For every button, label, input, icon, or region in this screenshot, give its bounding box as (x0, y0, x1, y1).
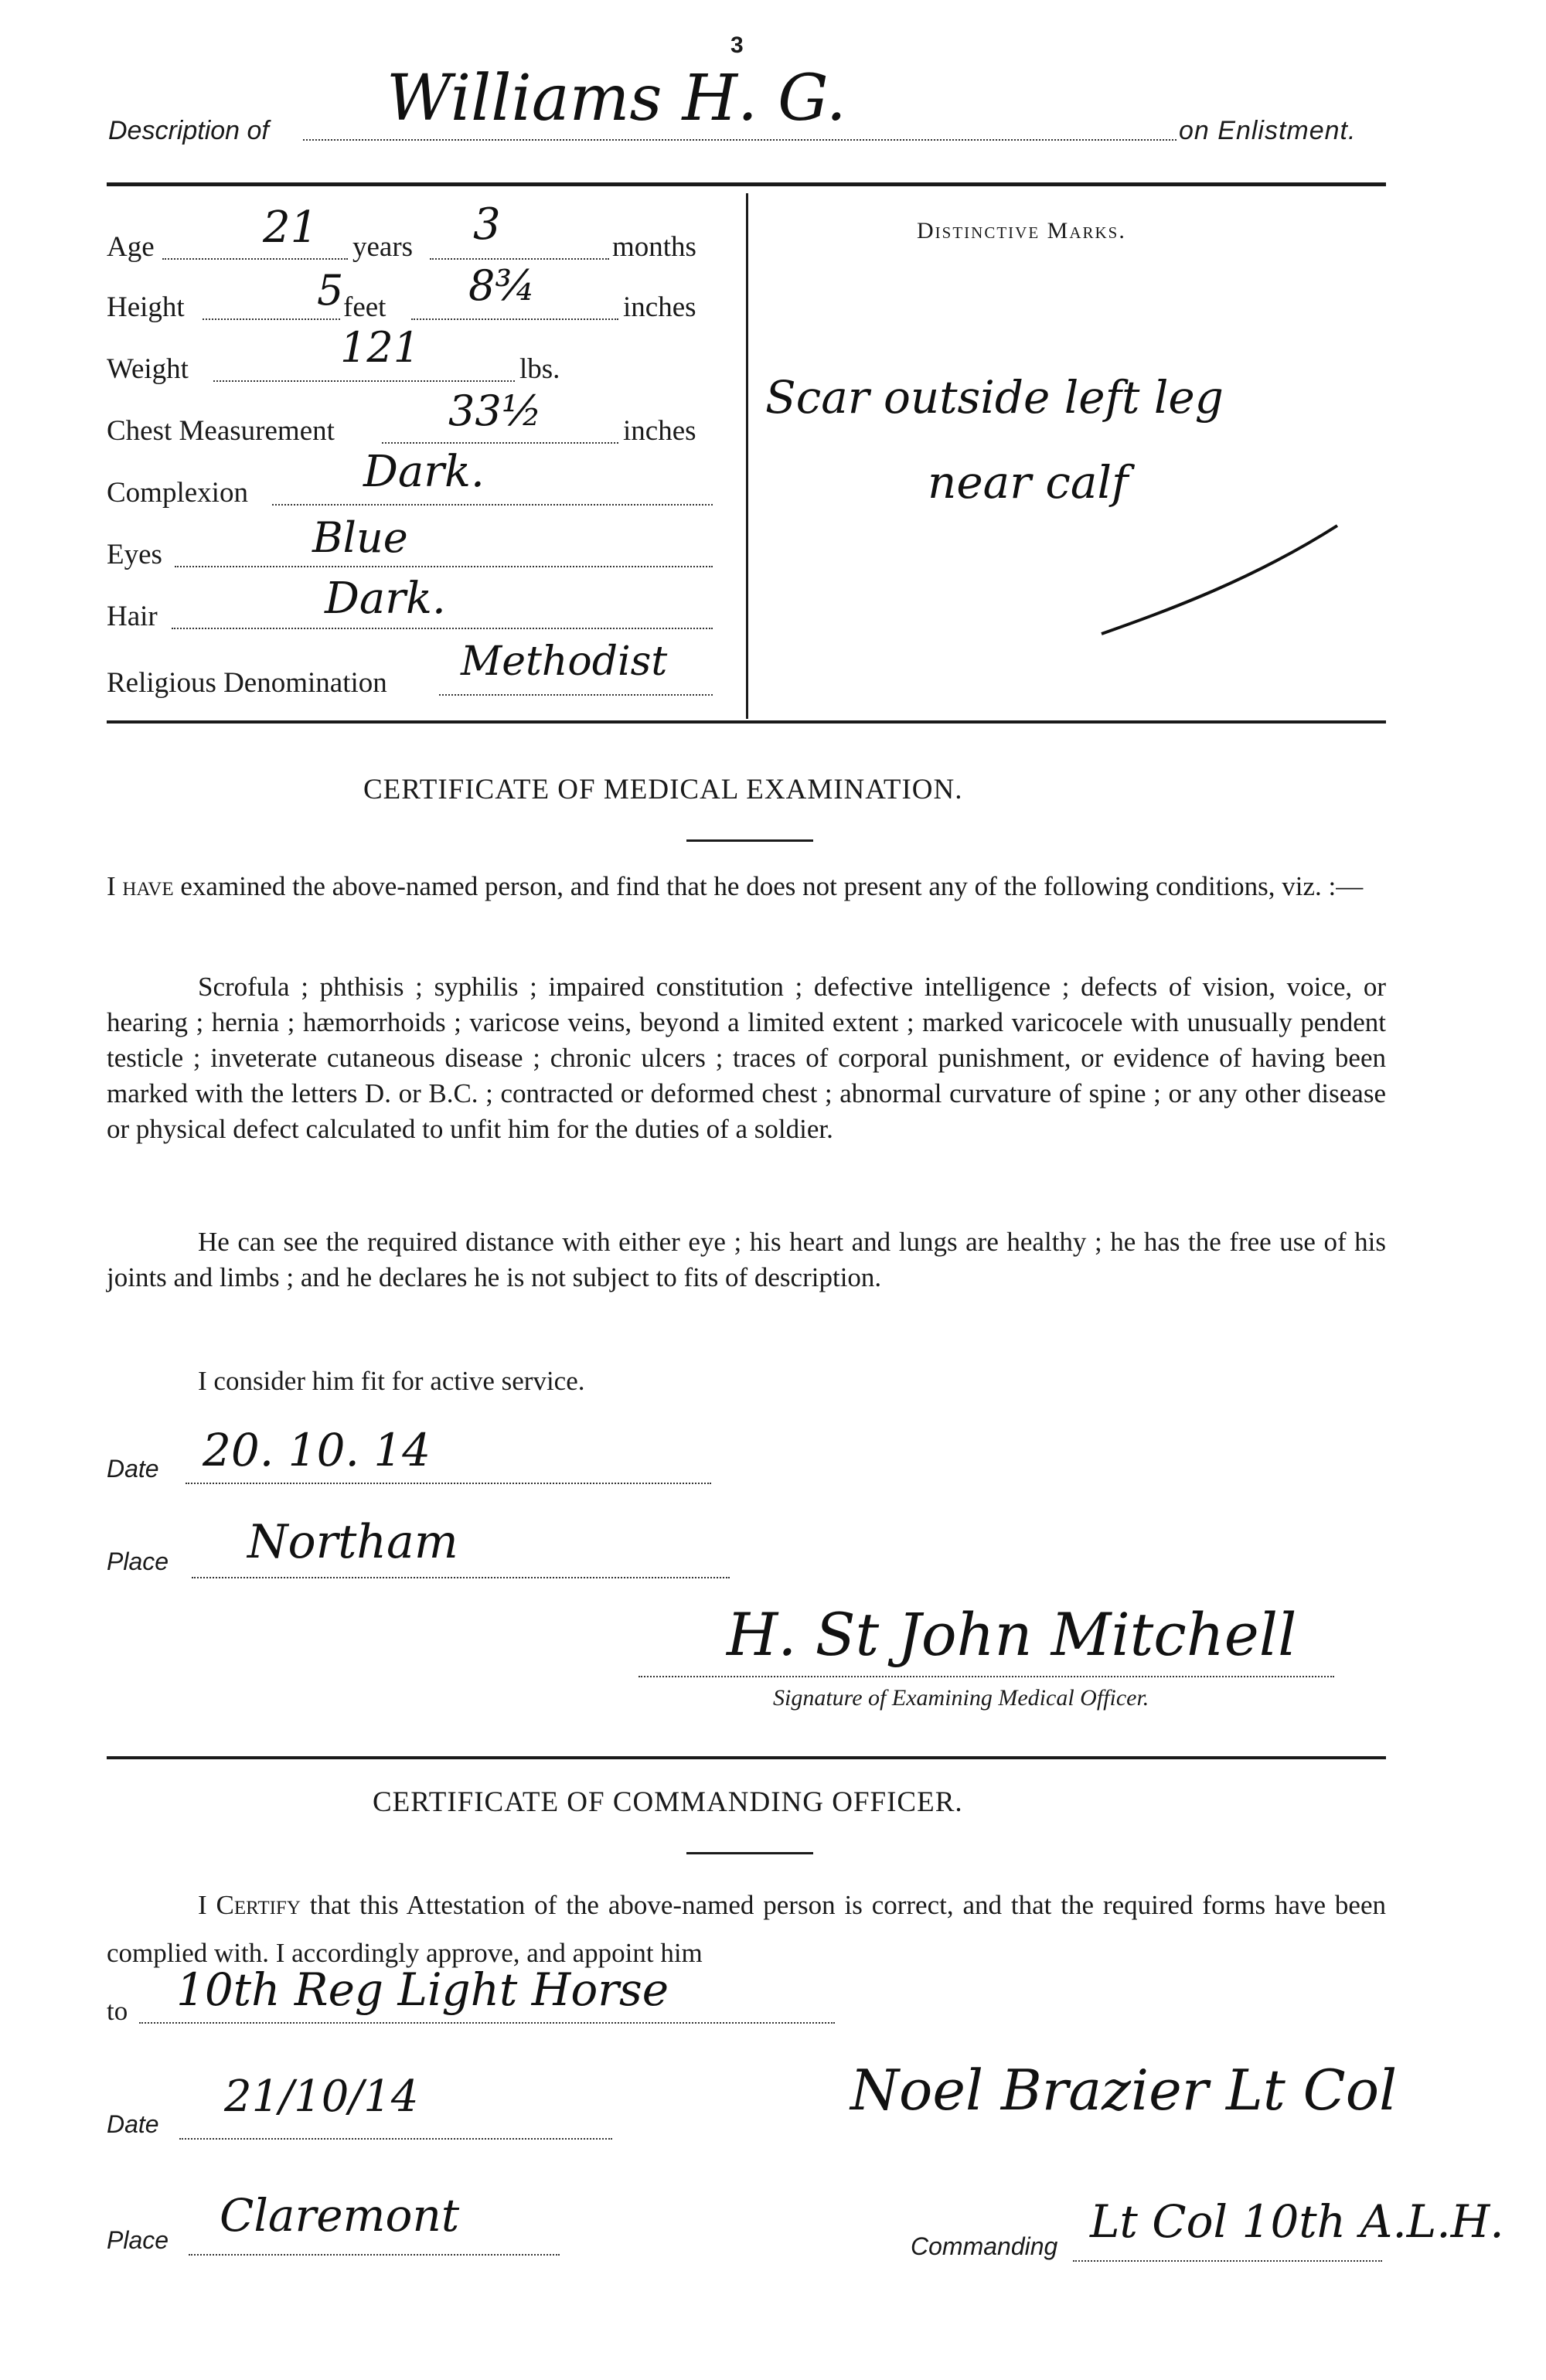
chest-inches-label: inches (623, 415, 696, 447)
commanding-value-line (1073, 2260, 1382, 2262)
religion-label: Religious Denomination (107, 667, 387, 699)
medical-para1 (107, 869, 1386, 904)
hair-value: Dark. (325, 574, 446, 624)
medical-signature: H. St John Mitchell (727, 1600, 1297, 1669)
description-label: Description of (108, 116, 269, 145)
commanding-place-line (189, 2254, 560, 2256)
medical-para3: He can see the required distance with either eye ; his heart and lungs are healthy ; he has the free use of his joints and limbs ; and he declares he is not subject to fits of description. (107, 1227, 1386, 1292)
commanding-value: Lt Col 10th A.L.H. (1090, 2195, 1504, 2248)
feet-label: feet (343, 291, 386, 323)
commanding-heading: CERTIFICATE OF COMMANDING OFFICER. (373, 1786, 963, 1818)
religion-value: Methodist (461, 638, 668, 685)
medical-signature-caption: Signature of Examining Medical Officer. (773, 1685, 1149, 1711)
marks-closing-stroke (1098, 510, 1345, 649)
eyes-label: Eyes (107, 539, 162, 570)
weight-line (213, 380, 515, 382)
distinctive-marks-line2: near calf (928, 456, 1129, 509)
commanding-place-label: Place (107, 2226, 169, 2254)
commanding-para-text: that this Attestation of the above-named person is correct, and that the required forms have been complied with. I accordingly approve, and appoint him (107, 1890, 1386, 1968)
medical-bottom-rule (107, 1756, 1386, 1759)
hair-line (172, 628, 713, 629)
months-label: months (612, 231, 696, 263)
medical-date-label: Date (107, 1455, 159, 1483)
medical-para4: I consider him fit for active service. (198, 1366, 585, 1396)
top-rule (107, 182, 1386, 186)
medical-para2: Scrofula ; phthisis ; syphilis ; impaired constitution ; defective intelligence ; defects of vision, voice, or hearing ; hernia ; hæmorrhoids ; varicose veins, beyond a limited extent ; marked varicocele with unusually pendent testicle ; inveterate cutaneous disease ; chronic ulcers ; traces of corporal punishment, or evidence of having been marked with the letters D. or B.C. ; contracted or deformed chest ; abnormal curvature of spine ; or any other disease or physical defect calculated to unfit him for the duties of a soldier. (107, 972, 1386, 1144)
medical-place-value: Northam (247, 1515, 458, 1569)
enlistment-label: on Enlistment. (1179, 116, 1357, 145)
complexion-value: Dark. (363, 447, 485, 497)
commanding-para-lead: I Certify (198, 1890, 301, 1920)
commanding-signature: Noel Brazier Lt Col (850, 2058, 1398, 2123)
medical-heading: CERTIFICATE OF MEDICAL EXAMINATION. (363, 774, 963, 805)
commanding-heading-rule (686, 1852, 813, 1854)
complexion-line (272, 504, 713, 506)
commanding-to-label: to (107, 1996, 128, 2026)
complexion-label: Complexion (107, 477, 248, 509)
eyes-value: Blue (312, 513, 408, 562)
lbs-label: lbs. (519, 353, 560, 385)
medical-heading-rule (686, 839, 813, 842)
medical-para1-text: examined the above-named person, and find that he does not present any of the following conditions, viz. :— (180, 871, 1364, 901)
weight-value: 121 (340, 323, 421, 372)
religion-line (439, 694, 713, 696)
commanding-place-value: Claremont (220, 2189, 460, 2242)
chest-label: Chest Measurement (107, 415, 335, 447)
medical-date-value: 20. 10. 14 (203, 1424, 431, 1476)
chest-value: 33½ (448, 386, 543, 435)
distinctive-marks-line1: Scar outside left leg (765, 371, 1224, 424)
page-number: 3 (730, 32, 744, 58)
inches-label: inches (623, 291, 696, 323)
particulars-bottom-rule (107, 720, 1386, 724)
age-months-value: 3 (473, 199, 501, 250)
name-underline (303, 139, 1177, 141)
eyes-line (175, 566, 713, 567)
age-label: Age (107, 231, 155, 263)
age-years-value: 21 (263, 203, 318, 253)
medical-place-label: Place (107, 1548, 169, 1575)
commanding-date-label: Date (107, 2110, 159, 2138)
medical-place-line (192, 1577, 730, 1578)
hair-label: Hair (107, 601, 158, 632)
commanding-to-line (139, 2022, 835, 2024)
height-feet-line (203, 318, 340, 320)
years-label: years (352, 231, 414, 263)
commanding-label: Commanding (911, 2232, 1058, 2260)
weight-label: Weight (107, 353, 189, 385)
column-divider (746, 193, 748, 719)
age-months-line (430, 258, 609, 260)
medical-para1-lead: I have (107, 871, 174, 901)
height-inches-line (411, 318, 618, 320)
chest-line (382, 442, 618, 444)
commanding-date-value: 21/10/14 (224, 2072, 419, 2122)
commanding-to-value: 10th Reg Light Horse (176, 1963, 669, 2016)
commanding-date-line (179, 2138, 612, 2140)
age-years-line (162, 258, 348, 260)
height-label: Height (107, 291, 185, 323)
height-inches-value: 8¾ (468, 261, 536, 310)
height-feet-value: 5 (317, 266, 344, 315)
distinctive-marks-heading: Distinctive Marks. (917, 218, 1126, 243)
name-value: Williams H. G. (386, 62, 846, 135)
medical-signature-line (638, 1676, 1334, 1677)
medical-date-line (186, 1483, 711, 1484)
